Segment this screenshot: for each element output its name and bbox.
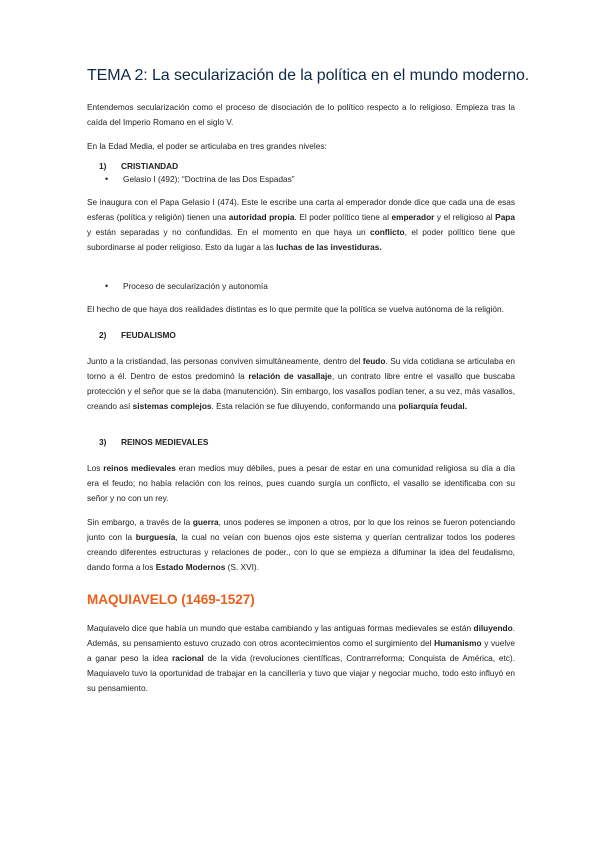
paragraph-maquiavelo: Maquiavelo dice que había un mundo que estaba cambiando y las antiguas formas medievales se están diluyendo. Además, su pensamiento estuvo cruzado con otros acontecimientos como el surgimiento del Humanismo y vuelve a ganar peso la idea racional de la vida (revoluciones científicas, Contrarreforma; Conquista de América, etc). Maquiavelo tuvo la oportunidad de trabajar en la cancillería y tuvo que viajar y negociar mucho, todo esto influyó en su pensamiento.: [87, 623, 516, 693]
section-heading-feudalismo: 2) FEUDALISMO: [99, 330, 176, 340]
intro-paragraph-1: Entendemos secularización como el proceso de disociación de lo político respecto a lo religioso. Empieza tras la caída del Imperio Romano en el siglo V.: [87, 102, 515, 127]
bullet-icon: •: [105, 281, 109, 291]
intro-paragraph-2: En la Edad Media, el poder se articulaba en tres grandes niveles:: [87, 141, 327, 151]
paragraph-reinos-1: Los reinos medievales eran medios muy débiles, pues a pesar de estar en una comunidad religiosa su día a día era el feudo; no había relación con los reinos, pues cuando surgía un conflicto, el vasallo se identificaba con su señor y no con un rey.: [87, 463, 515, 503]
section-heading-reinos: 3) REINOS MEDIEVALES: [99, 437, 209, 447]
paragraph-gelasio: Se inaugura con el Papa Gelasio I (474). Este le escribe una carta al emperador donde dice que cada una de esas esferas (política y religión) tienen una autoridad propia. El poder político tiene al emperador y el religioso al Papa y están separadas y no confundidas. En el momento en que haya un conflicto, el poder político tiene que subordinarse al poder religioso. Esto da lugar a las luchas de las investiduras.: [87, 197, 515, 252]
paragraph-reinos-2: Sin embargo, a través de la guerra, unos poderes se imponen a otros, por lo que los reinos se fueron potenciando junto con la burguesía, la cual no veían con buenos ojos este sistema y querían centralizar todos los poderes creando diferentes estructuras y relaciones de poder., con lo que se empieza a difuminar la idea del feudalismo, dando forma a los Estado Modernos (S. XVI).: [87, 517, 515, 572]
heading-maquiavelo: MAQUIAVELO (1469-1527): [87, 592, 255, 607]
page-title: TEMA 2: La secularización de la política en el mundo moderno.: [87, 67, 530, 84]
bullet-gelasio: • Gelasio I (492): “Doctrina de las Dos Espadas”: [105, 174, 295, 184]
paragraph-feudalismo: Junto a la cristiandad, las personas conviven simultáneamente, dentro del feudo. Su vida cotidiana se articulaba en torno a él. Dentro de estos predominó la relación de vasallaje, un contrato libre entre el vasallo que buscaba protección y el señor que se la daba (manutención). Sin embargo, los vasallos podían tener, a su vez, más vasallos, creando así sistemas complejos. Esta relación se fue diluyendo, conformando una poliarquía feudal.: [87, 356, 516, 411]
paragraph-autonomia: El hecho de que haya dos realidades distintas es lo que permite que la política se vuelva autónoma de la religión.: [87, 304, 504, 314]
bullet-secularizacion: • Proceso de secularización y autonomía: [105, 281, 268, 291]
section-heading-cristiandad: 1) CRISTIANDAD: [99, 161, 179, 171]
bullet-icon: •: [105, 174, 109, 184]
document-page: [87, 66, 530, 705]
